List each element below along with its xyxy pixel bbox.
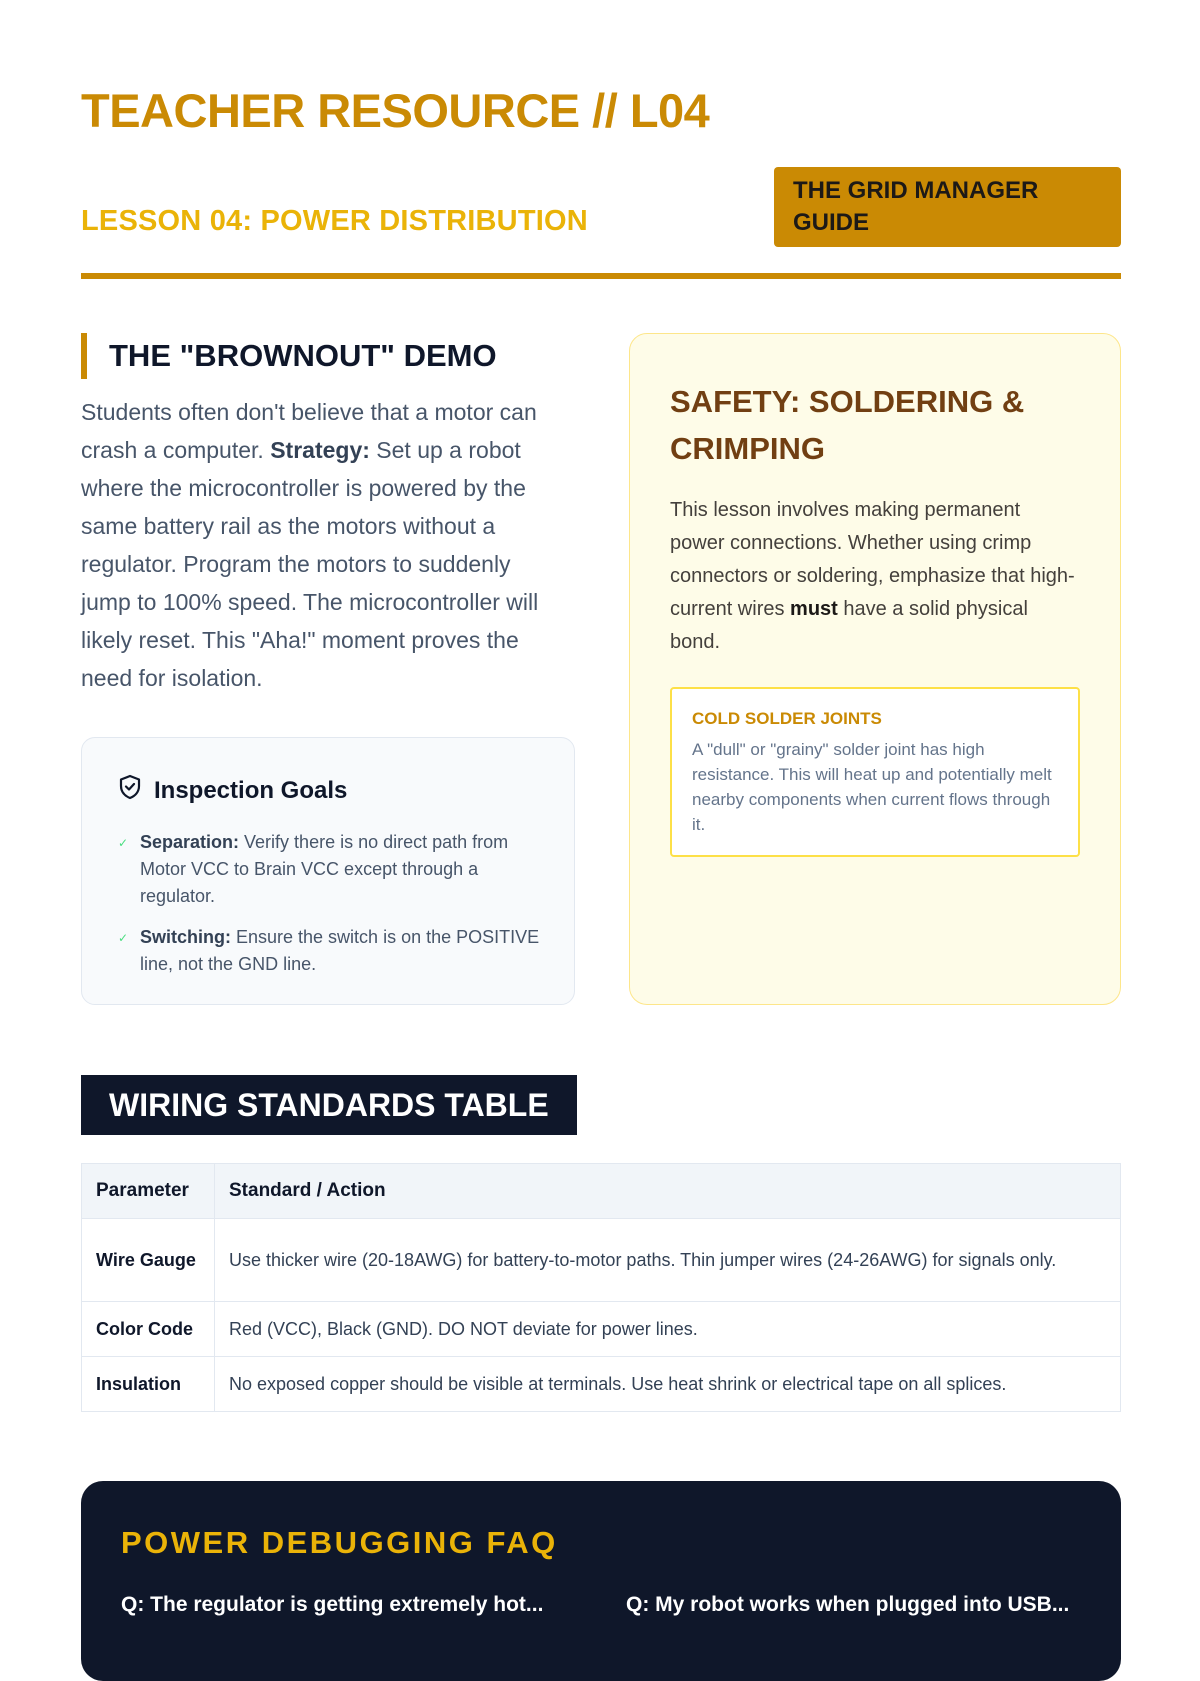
row-parameter: Color Code xyxy=(82,1302,215,1357)
table-row xyxy=(82,1219,1121,1302)
faq-title: POWER DEBUGGING FAQ xyxy=(121,1525,558,1560)
teacher-resource-page xyxy=(81,0,1121,1616)
cold-solder-callout xyxy=(670,687,1080,857)
inspection-item-text: Verify there is no direct path from Motor VCC to Brain VCC except through a regulator. xyxy=(140,832,509,906)
row-action: No exposed copper should be visible at terminals. Use heat shrink or electrical tape on all splices. xyxy=(215,1357,1121,1412)
header-divider xyxy=(81,273,1121,279)
inspection-item-label: Switching: xyxy=(140,927,231,947)
row-parameter: Wire Gauge xyxy=(82,1219,215,1302)
inspection-item-1-text xyxy=(140,829,540,910)
faq-question-1: Q: The regulator is getting extremely hot... xyxy=(121,1593,544,1616)
table-row xyxy=(82,1302,1121,1357)
inspection-goals-header xyxy=(118,774,540,807)
lesson-subtitle: LESSON 04: POWER DISTRIBUTION xyxy=(81,205,588,237)
check-icon: ✓ xyxy=(118,836,129,850)
brownout-heading: THE "BROWNOUT" DEMO xyxy=(81,333,497,379)
cold-solder-title: COLD SOLDER JOINTS xyxy=(692,709,882,728)
safety-emphasis: must xyxy=(790,598,838,620)
header-standard-action: Standard / Action xyxy=(215,1164,1121,1219)
wiring-standards-table xyxy=(81,1163,1121,1412)
shield-check-icon xyxy=(118,774,142,807)
table-header-row xyxy=(82,1164,1121,1219)
safety-paragraph xyxy=(670,494,1080,659)
safety-title: SAFETY: SOLDERING & CRIMPING xyxy=(670,384,1025,466)
brownout-text-2: Set up a robot where the microcontroller is powered by the same battery rail as the motors without a regulator. Program the motors to suddenly jump to 100% speed. The microcontroller will likely reset. This "Aha!" moment proves the need for isolation. xyxy=(81,437,539,691)
faq-columns xyxy=(121,1593,1081,1617)
row-parameter: Insulation xyxy=(82,1357,215,1412)
safety-text-2: have a solid physical bond. xyxy=(670,598,1028,653)
faq-panel xyxy=(81,1481,1121,1681)
safety-text-1: This lesson involves making permanent power connections. Whether using crimp connectors or soldering, emphasize that high-current wires xyxy=(670,499,1075,620)
guide-badge: THE GRID MANAGER GUIDE xyxy=(774,167,1121,247)
row-action: Red (VCC), Black (GND). DO NOT deviate for power lines. xyxy=(215,1302,1121,1357)
faq-question-2: Q: My robot works when plugged into USB... xyxy=(626,1593,1070,1616)
page-title: TEACHER RESOURCE // L04 xyxy=(81,84,710,137)
inspection-goals-list xyxy=(118,829,540,978)
list-item xyxy=(118,924,540,978)
table-row xyxy=(82,1357,1121,1412)
inspection-goals-card xyxy=(81,737,575,1005)
safety-card xyxy=(629,333,1121,1005)
row-action: Use thicker wire (20-18AWG) for battery-to-motor paths. Thin jumper wires (24-26AWG) for signals only. xyxy=(215,1219,1121,1302)
header-parameter: Parameter xyxy=(82,1164,215,1219)
inspection-item-2-text xyxy=(140,924,540,978)
strategy-label: Strategy: xyxy=(270,437,370,463)
inspection-goals-title: Inspection Goals xyxy=(154,776,348,804)
check-icon: ✓ xyxy=(118,931,129,945)
wiring-table-banner: WIRING STANDARDS TABLE xyxy=(81,1075,577,1135)
inspection-item-text: Ensure the switch is on the POSITIVE line, not the GND line. xyxy=(140,927,540,974)
brownout-text-1: Students often don't believe that a motor can crash a computer. xyxy=(81,399,537,463)
brownout-paragraph xyxy=(81,393,561,697)
cold-solder-text: A "dull" or "grainy" solder joint has high resistance. This will heat up and potentially melt nearby components when current flows through it. xyxy=(692,740,1052,834)
list-item xyxy=(118,829,540,910)
inspection-item-label: Separation: xyxy=(140,832,240,852)
